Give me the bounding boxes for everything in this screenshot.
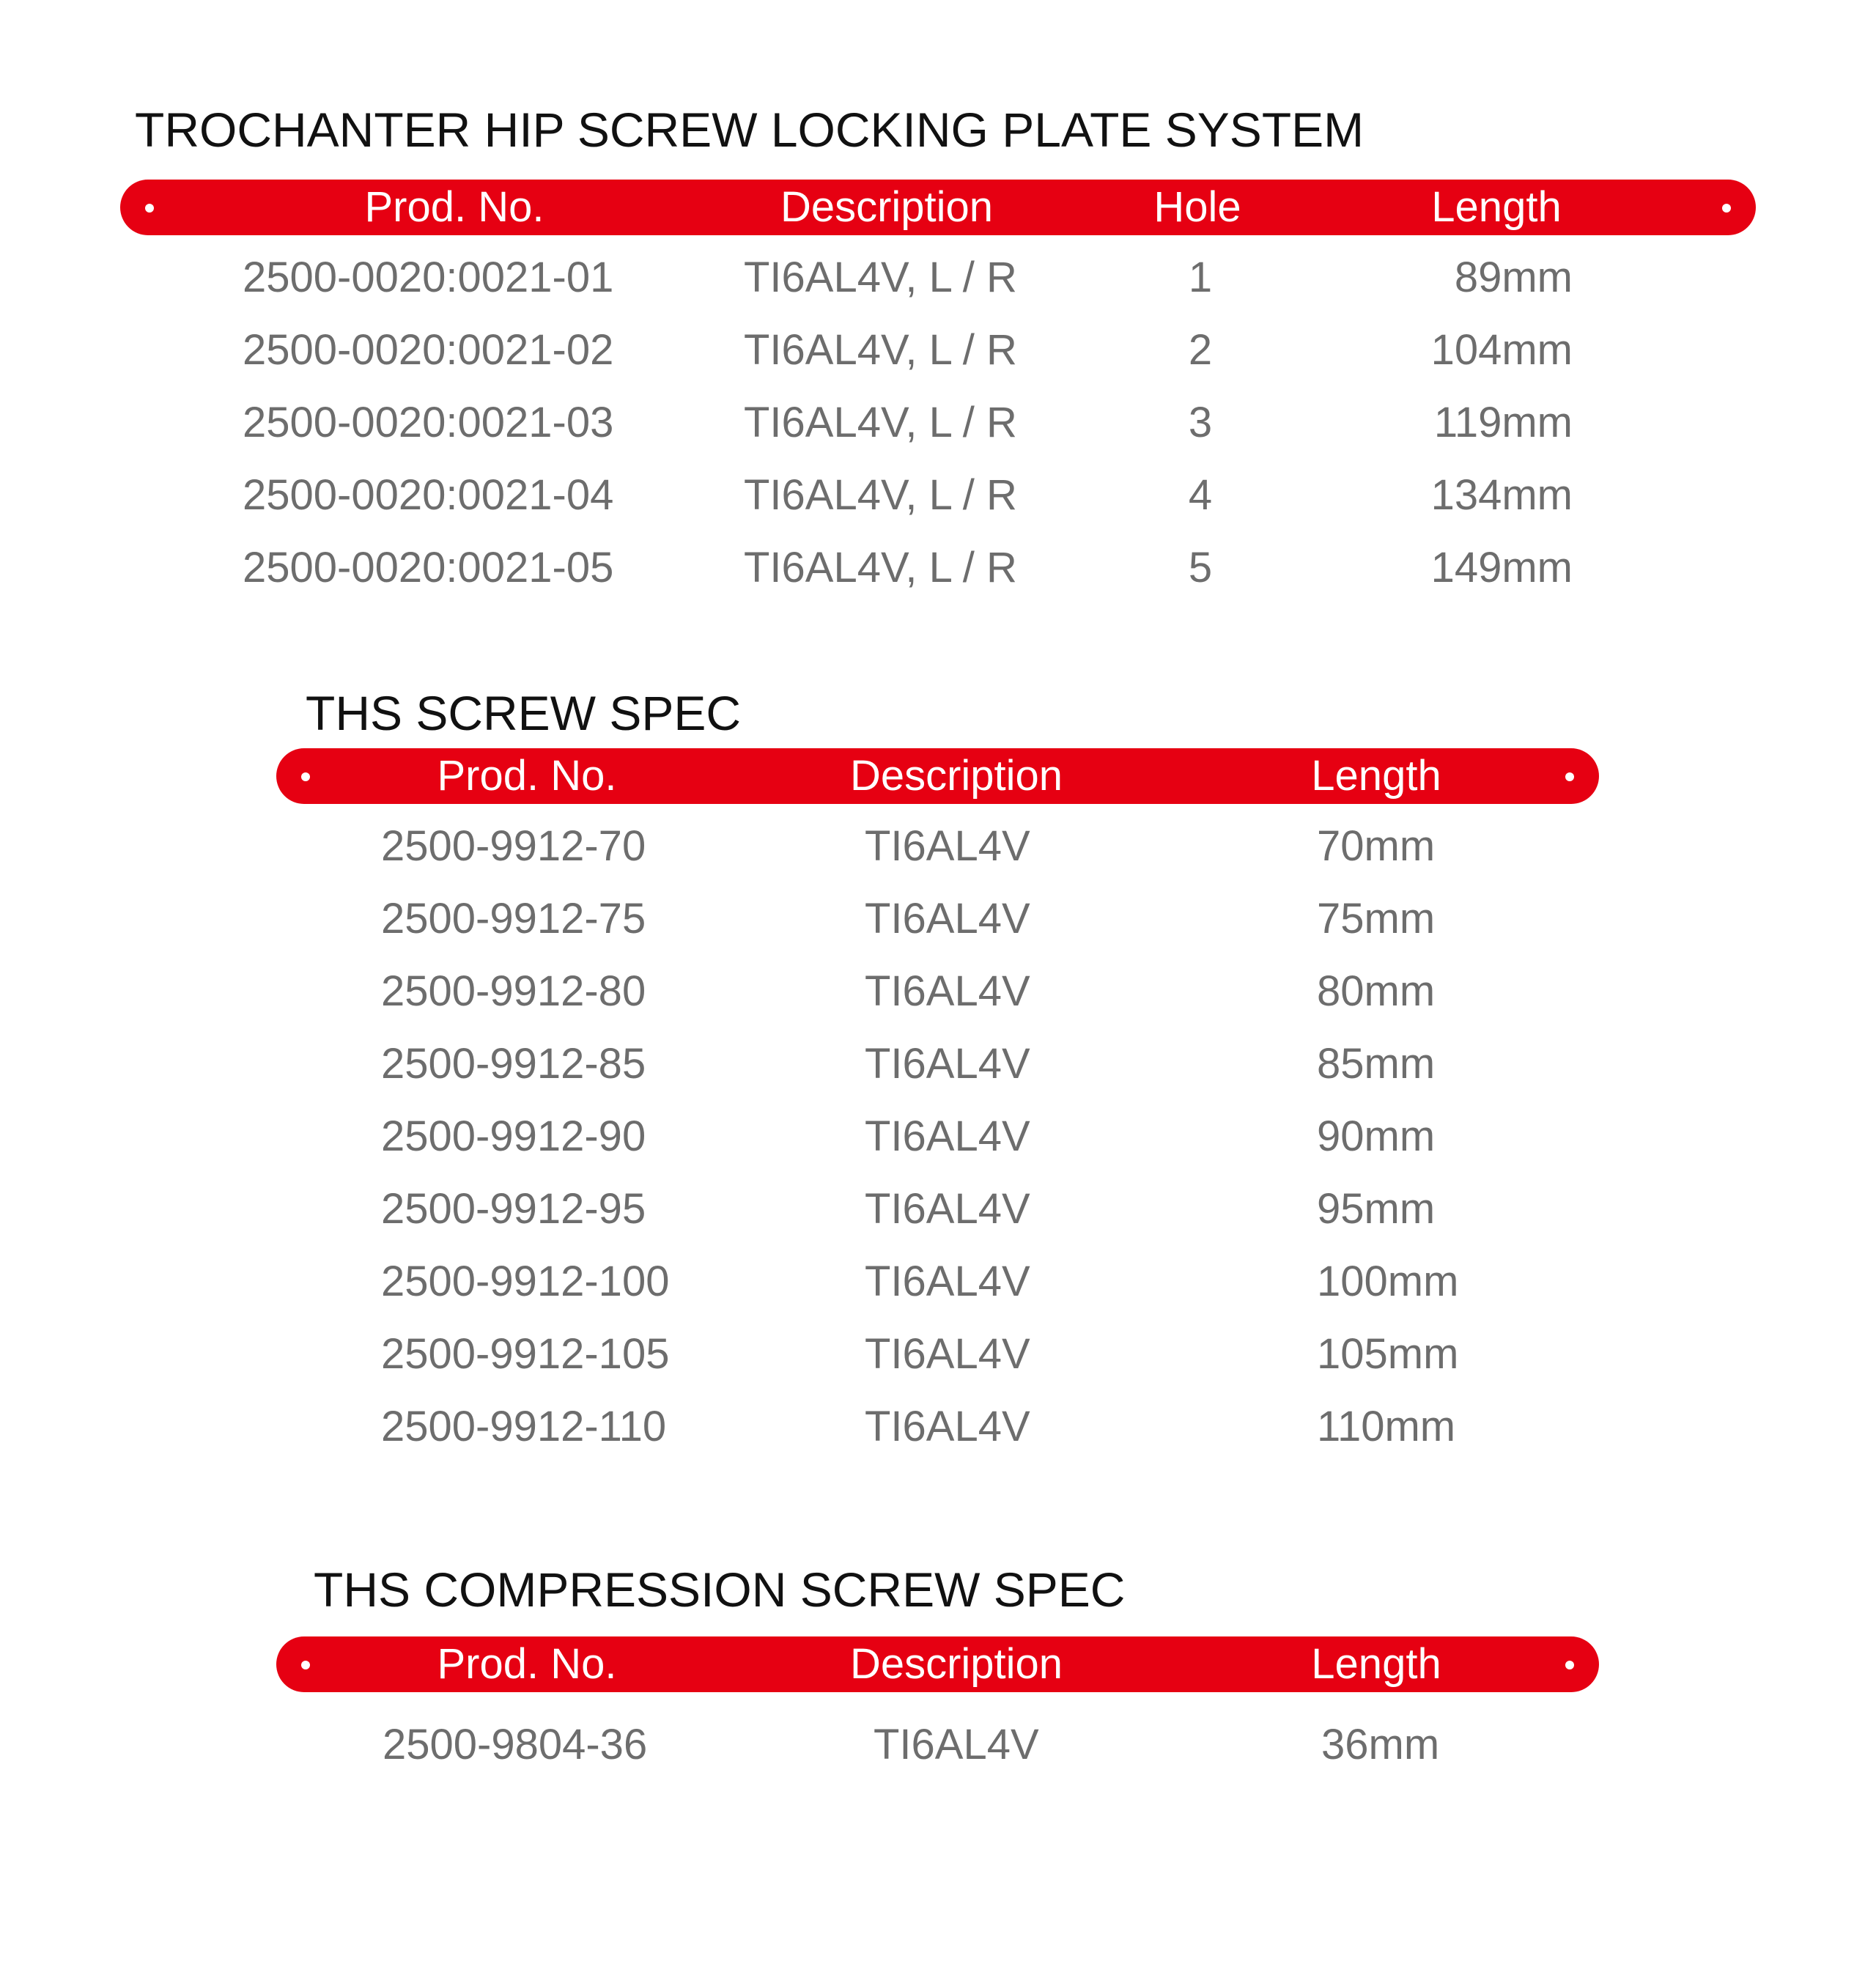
header-prod-no: Prod. No. bbox=[437, 752, 617, 800]
header-prod-no: Prod. No. bbox=[437, 1640, 617, 1688]
bullet-icon bbox=[1565, 772, 1574, 781]
cell-hole: 1 bbox=[1188, 254, 1213, 301]
table-header-bar bbox=[276, 748, 1599, 804]
cell-prod-no: 2500-9912-70 bbox=[381, 822, 646, 870]
cell-length: 36mm bbox=[1321, 1721, 1440, 1768]
cell-length: 134mm bbox=[1430, 471, 1573, 519]
cell-prod-no: 2500-9912-90 bbox=[381, 1112, 646, 1160]
table-row bbox=[0, 1390, 1876, 1463]
cell-hole: 2 bbox=[1188, 326, 1213, 374]
bullet-icon bbox=[301, 1661, 310, 1669]
cell-prod-no: 2500-9912-105 bbox=[381, 1330, 670, 1378]
cell-description: TI6AL4V bbox=[865, 1403, 1030, 1450]
cell-prod-no: 2500-9804-36 bbox=[383, 1721, 648, 1768]
bullet-icon bbox=[1722, 204, 1731, 213]
header-description: Description bbox=[849, 752, 1063, 800]
header-length: Length bbox=[1311, 1640, 1441, 1688]
cell-prod-no: 2500-9912-110 bbox=[381, 1403, 667, 1450]
header-length: Length bbox=[1311, 752, 1441, 800]
header-hole: Hole bbox=[1153, 183, 1241, 231]
cell-description: TI6AL4V bbox=[865, 1185, 1030, 1233]
cell-length: 110mm bbox=[1317, 1403, 1456, 1450]
cell-description: TI6AL4V bbox=[865, 895, 1030, 942]
cell-description: TI6AL4V bbox=[874, 1721, 1039, 1768]
cell-description: TI6AL4V bbox=[865, 1258, 1030, 1305]
cell-prod-no: 2500-9912-100 bbox=[381, 1258, 670, 1305]
cell-length: 90mm bbox=[1317, 1112, 1436, 1160]
cell-length: 105mm bbox=[1317, 1330, 1459, 1378]
section-title: THS COMPRESSION SCREW SPEC bbox=[314, 1562, 1126, 1617]
cell-length: 104mm bbox=[1430, 326, 1573, 374]
table-row bbox=[0, 810, 1876, 882]
table-row bbox=[0, 386, 1876, 459]
cell-description: TI6AL4V bbox=[865, 967, 1030, 1015]
table-row bbox=[0, 955, 1876, 1027]
table-row bbox=[0, 1318, 1876, 1390]
cell-length: 80mm bbox=[1317, 967, 1436, 1015]
cell-prod-no: 2500-0020:0021-03 bbox=[243, 399, 614, 446]
table-row bbox=[0, 1100, 1876, 1173]
bullet-icon bbox=[145, 204, 154, 213]
table-row bbox=[0, 1245, 1876, 1318]
cell-length: 119mm bbox=[1433, 399, 1573, 446]
cell-description: TI6AL4V, L / R bbox=[744, 544, 1017, 591]
cell-prod-no: 2500-0020:0021-05 bbox=[243, 544, 614, 591]
cell-description: TI6AL4V bbox=[865, 1112, 1030, 1160]
header-description: Description bbox=[780, 183, 994, 231]
cell-hole: 5 bbox=[1188, 544, 1213, 591]
cell-length: 75mm bbox=[1317, 895, 1436, 942]
header-length: Length bbox=[1431, 183, 1562, 231]
cell-description: TI6AL4V bbox=[865, 1330, 1030, 1378]
cell-prod-no: 2500-9912-80 bbox=[381, 967, 646, 1015]
table-row bbox=[0, 1708, 1876, 1781]
table-header-bar bbox=[120, 180, 1756, 235]
table-header-bar bbox=[276, 1636, 1599, 1692]
section-title: TROCHANTER HIP SCREW LOCKING PLATE SYSTEM bbox=[135, 103, 1364, 157]
cell-length: 85mm bbox=[1317, 1040, 1436, 1088]
bullet-icon bbox=[1565, 1661, 1574, 1669]
header-prod-no: Prod. No. bbox=[364, 183, 544, 231]
cell-length: 70mm bbox=[1317, 822, 1436, 870]
table-row bbox=[0, 241, 1876, 314]
cell-length: 89mm bbox=[1454, 254, 1573, 301]
cell-description: TI6AL4V, L / R bbox=[744, 326, 1017, 374]
cell-length: 100mm bbox=[1317, 1258, 1459, 1305]
table-row bbox=[0, 459, 1876, 531]
cell-prod-no: 2500-0020:0021-02 bbox=[243, 326, 614, 374]
table-row bbox=[0, 531, 1876, 604]
cell-hole: 4 bbox=[1188, 471, 1213, 519]
cell-description: TI6AL4V, L / R bbox=[744, 254, 1017, 301]
cell-prod-no: 2500-0020:0021-04 bbox=[243, 471, 614, 519]
cell-description: TI6AL4V bbox=[865, 822, 1030, 870]
cell-description: TI6AL4V, L / R bbox=[744, 471, 1017, 519]
cell-description: TI6AL4V bbox=[865, 1040, 1030, 1088]
table-row bbox=[0, 882, 1876, 955]
cell-hole: 3 bbox=[1188, 399, 1213, 446]
cell-description: TI6AL4V, L / R bbox=[744, 399, 1017, 446]
cell-prod-no: 2500-9912-75 bbox=[381, 895, 646, 942]
cell-length: 95mm bbox=[1317, 1185, 1436, 1233]
cell-prod-no: 2500-0020:0021-01 bbox=[243, 254, 614, 301]
table-row bbox=[0, 1027, 1876, 1100]
cell-length: 149mm bbox=[1430, 544, 1573, 591]
table-row bbox=[0, 1173, 1876, 1245]
cell-prod-no: 2500-9912-95 bbox=[381, 1185, 646, 1233]
table-row bbox=[0, 314, 1876, 386]
header-description: Description bbox=[849, 1640, 1063, 1688]
bullet-icon bbox=[301, 772, 310, 781]
cell-prod-no: 2500-9912-85 bbox=[381, 1040, 646, 1088]
section-title: THS SCREW SPEC bbox=[306, 686, 742, 740]
